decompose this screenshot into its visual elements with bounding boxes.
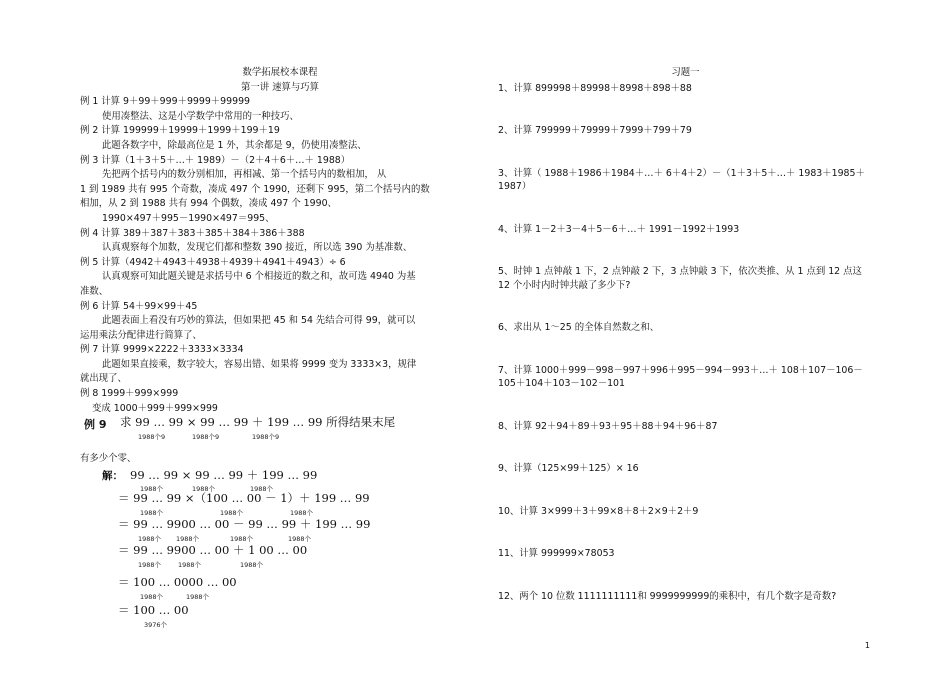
course-title: 数学拓展校本课程 xyxy=(242,67,318,78)
lecture-title: 第一讲 速算与巧算 xyxy=(241,81,319,93)
exercise-2: 2、计算 799999＋79999＋7999＋799＋79 xyxy=(498,125,692,136)
example-5-note-2: 准数、 xyxy=(80,285,109,297)
brace-label: 1988个 xyxy=(240,561,264,569)
exercise-5: 5、时钟 1 点钟敲 1 下，2 点钟敲 2 下，3 点钟敲 3 下，依次类推、从 1 点到 12 点这 12 个小时内时钟共敲了多少下? xyxy=(498,266,862,291)
example-1-note: 使用凑整法、这是小学数学中常用的一种技巧、 xyxy=(102,110,299,122)
solution-step-3: ＝ 99 … 9900 … 00 － 99 … 99 ＋ 199 … 99 xyxy=(118,517,371,531)
solution-step-2: ＝ 99 … 99 ×（100 … 00 － 1）＋ 199 … 99 xyxy=(118,491,370,505)
brace-label: 1988个 xyxy=(220,509,244,517)
example-6: 例 6 计算 54＋99×99＋45 xyxy=(80,300,198,312)
example-3-note-1: 先把两个括号内的数分别相加，再相减、第一个括号内的数相加， 从 xyxy=(102,169,387,181)
brace-label: 1988个 xyxy=(288,535,312,543)
example-7: 例 7 计算 9999×2222＋3333×3334 xyxy=(80,344,244,356)
example-2: 例 2 计算 199999＋19999＋1999＋199＋19 xyxy=(80,125,280,137)
brace-label: 1988个 xyxy=(176,535,200,543)
solution-label: 解： xyxy=(102,470,123,482)
solution-step-5: ＝ 100 … 0000 … 00 xyxy=(118,575,237,589)
brace-label: 1988个9 xyxy=(192,433,220,441)
solution-step-1: 99 … 99 × 99 … 99 ＋ 199 … 99 xyxy=(130,468,318,482)
example-3: 例 3 计算（1＋3＋5＋…＋ 1989）－（2＋4＋6＋…＋ 1988） xyxy=(80,154,351,166)
example-3-result: 1990×497＋995－1990×497＝995、 xyxy=(102,212,275,224)
example-6-note-1: 此题表面上看没有巧妙的算法，但如果把 45 和 54 先结合可得 99，就可以 xyxy=(102,315,416,327)
solution-step-6: ＝ 100 … 00 xyxy=(118,603,189,617)
right-column xyxy=(498,66,873,632)
exercise-6: 6、求出从 1～25 的全体自然数之和、 xyxy=(498,322,660,333)
example-9-continued: 有多少个零、 xyxy=(80,453,137,464)
exercise-11: 11、计算 999999×78053 xyxy=(498,548,615,559)
page-number: 1 xyxy=(864,641,870,650)
brace-label: 1988个 xyxy=(138,535,162,543)
example-1: 例 1 计算 9＋99＋999＋9999＋99999 xyxy=(80,96,251,108)
exercise-4: 4、计算 1－2＋3－4＋5－6＋…＋ 1991－1992＋1993 xyxy=(498,223,740,235)
brace-label: 1988个9 xyxy=(252,433,280,441)
example-8-note: 变成 1000＋999＋999×999 xyxy=(92,402,218,414)
exercise-9: 9、计算（125×99＋125）× 16 xyxy=(498,463,639,474)
brace-label: 1988个 xyxy=(140,485,164,493)
example-9-text: 求 99 … 99 × 99 … 99 ＋ 199 … 99 所得结果末尾 xyxy=(120,415,396,429)
example-5-note-1: 认真观察可知此题关键是求括号中 6 个相接近的数之和，故可选 4940 为基 xyxy=(102,271,416,283)
example-8: 例 8 1999＋999×999 xyxy=(80,388,179,400)
example-3-note-3: 相加，从 2 到 1988 共有 994 个偶数，凑成 497 个 1990、 xyxy=(80,198,337,210)
solution-step-4: ＝ 99 … 9900 … 00 ＋ 1 00 … 00 xyxy=(118,543,308,557)
example-4: 例 4 计算 389＋387＋383＋385＋384＋386＋388 xyxy=(80,227,305,239)
brace-label: 1988个 xyxy=(178,561,202,569)
brace-label: 1988个9 xyxy=(138,433,166,441)
left-column xyxy=(80,66,480,416)
brace-label: 3976个 xyxy=(144,621,168,629)
brace-label: 1988个 xyxy=(230,535,254,543)
brace-label: 1988个 xyxy=(140,593,164,601)
brace-label: 1988个 xyxy=(250,485,274,493)
brace-label: 1988个 xyxy=(140,509,164,517)
example-9 xyxy=(80,412,396,448)
example-7-note-1: 此题如果直接乘，数字较大，容易出错、如果将 9999 变为 3333×3，规律 xyxy=(102,358,417,370)
example-6-note-2: 运用乘法分配律进行简算了、 xyxy=(80,329,202,341)
brace-label: 1988个 xyxy=(192,485,216,493)
brace-label: 1988个 xyxy=(290,509,314,517)
brace-label: 1988个 xyxy=(186,593,210,601)
example-9-solution xyxy=(80,448,440,638)
example-7-note-2: 就出现了、 xyxy=(80,373,127,385)
example-3-note-2: 1 到 1989 共有 995 个奇数，凑成 497 个 1990，还剩下 995，第二个括号内的数 xyxy=(80,183,430,195)
brace-label: 1988个 xyxy=(138,561,162,569)
exercise-12: 12、两个 10 位数 1111111111和 9999999999的乘积中，有几个数字是奇数? xyxy=(498,590,837,602)
example-4-note: 认真观察每个加数，发现它们都和整数 390 接近，所以选 390 为基准数、 xyxy=(102,242,413,254)
exercise-1: 1、计算 899998＋89998＋8998＋898＋88 xyxy=(498,82,692,94)
exercise-10: 10、计算 3×999＋3＋99×8＋8＋2×9＋2＋9 xyxy=(498,505,699,517)
exercise-8: 8、计算 92＋94＋89＋93＋95＋88＋94＋96＋87 xyxy=(498,420,718,432)
example-2-note: 此题各数字中，除最高位是 1 外，其余都是 9，仍使用凑整法、 xyxy=(102,139,367,151)
example-5: 例 5 计算（4942＋4943＋4938＋4939＋4941＋4943）÷ 6 xyxy=(80,256,346,268)
example-9-label: 例 9 xyxy=(84,418,107,431)
exercise-3: 3、计算（ 1988＋1986＋1984＋…＋ 6＋4＋2）－（1＋3＋5＋…＋ 1983＋1985＋1987） xyxy=(498,167,865,192)
exercise-title: 习题一 xyxy=(671,67,700,78)
exercise-7: 7、计算 1000＋999－998－997＋996＋995－994－993＋…＋ 108＋107－106－105＋104＋103－102－101 xyxy=(498,364,863,389)
